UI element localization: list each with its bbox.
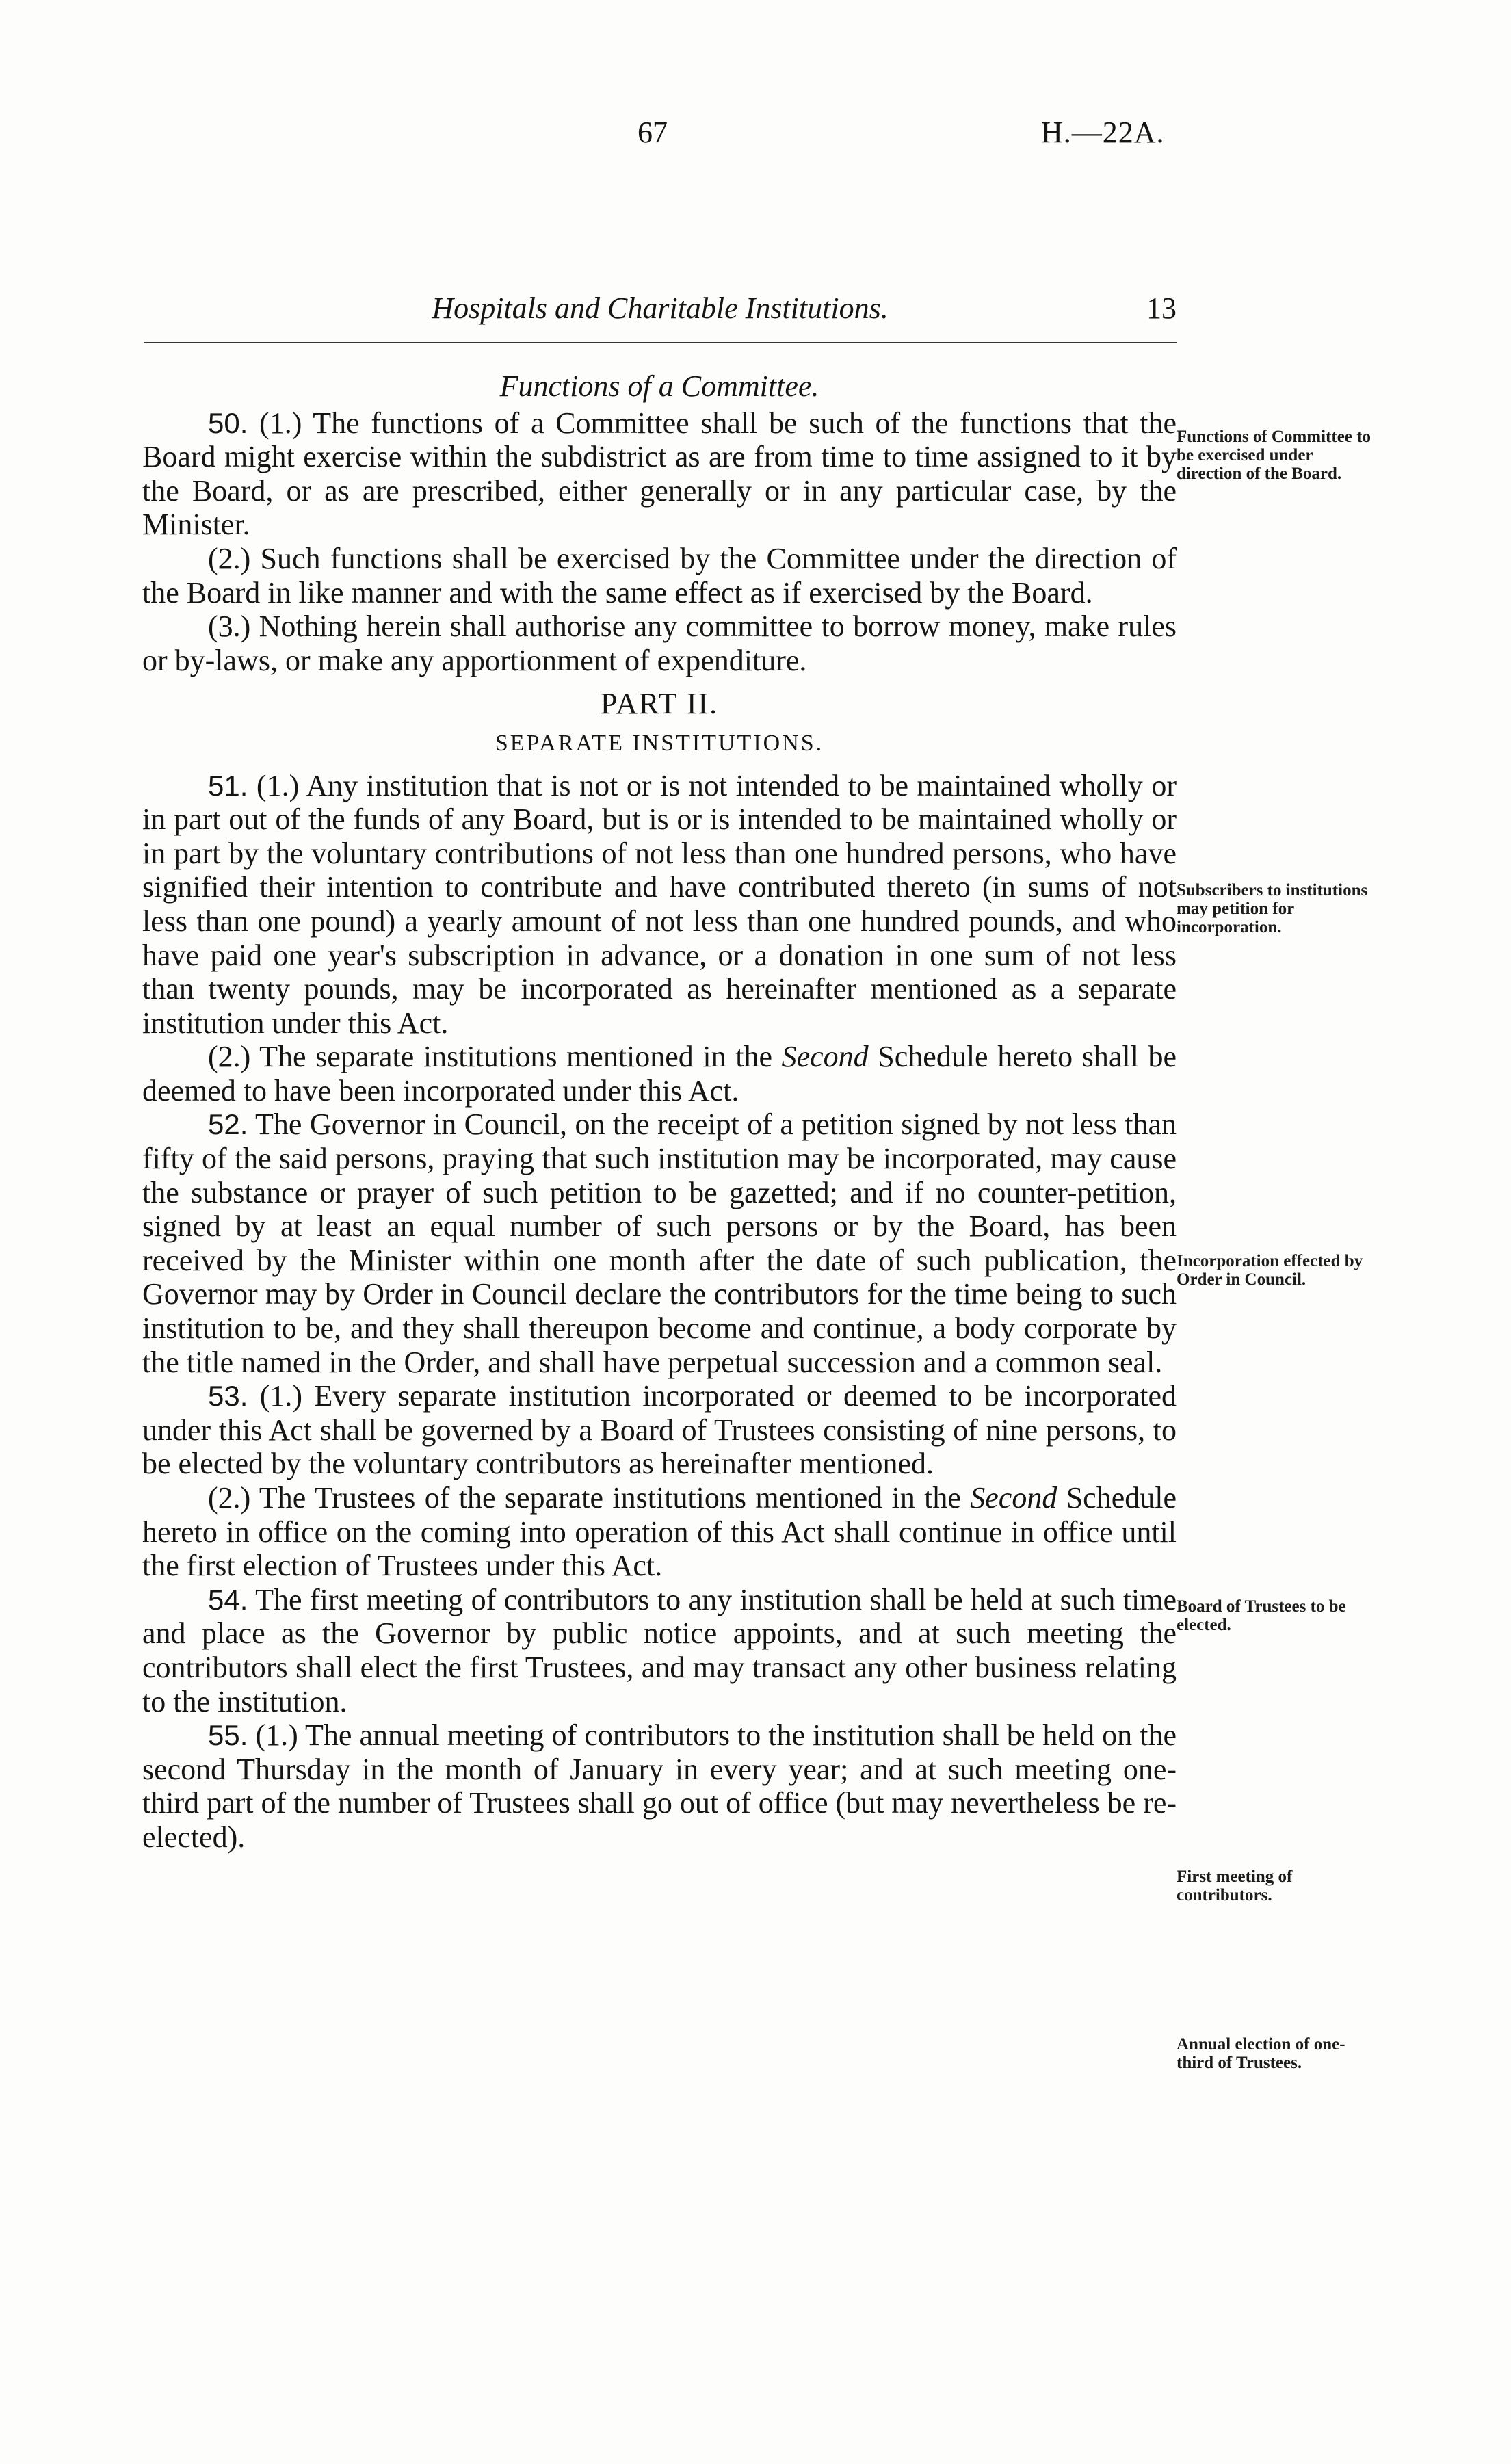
running-head-number: 13	[1146, 291, 1177, 325]
paragraph-55-1: 55. (1.) The annual meeting of contributors to the institution shall be held on the second Thursday in the month of January in every year; and at such meeting one-third part of the number of Trustees shall go out of office (but may nevertheless be re-elected).	[142, 1718, 1177, 1854]
section-number: 52.	[208, 1108, 248, 1141]
section-number: 51.	[208, 769, 248, 802]
margin-note: Incorporation effected by Order in Council.	[1177, 1252, 1363, 1289]
paragraph-50-1: 50. (1.) The functions of a Committee shall be such of the functions that the Board might exercise within the subdistrict as are from time to time assigned to it by the Board, or as are prescribed, either generally or in any particular case, by the Minister.	[142, 406, 1177, 542]
page-reference: H.—22A.	[1041, 116, 1165, 149]
margin-note: First meeting of contributors.	[1177, 1867, 1293, 1904]
paragraph-50-2: (2.) Such functions shall be exercised by the Committee under the direction of the Board in like manner and with the same effect as if exercised by the Board.	[142, 541, 1177, 610]
margin-note: Board of Trustees to be elected.	[1177, 1597, 1346, 1634]
margin-note: Functions of Committee to be exercised under direction of the Board.	[1177, 428, 1371, 483]
running-head-title: Hospitals and Charitable Institutions.	[432, 291, 889, 325]
margin-note: Subscribers to institutions may petition for incorporation.	[1177, 881, 1368, 936]
section-number: 54.	[208, 1583, 248, 1616]
paragraph-52: 52. The Governor in Council, on the receipt of a petition signed by not less than fifty of the said persons, praying that such institution may be incorporated, may cause the substance or prayer of such petition to be gazetted; and if no counter-petition, signed by at least an equal number of such persons or by the Board, has been received by the Minister within one month after the date of such publication, the Governor may by Order in Council declare the contributors for the time being to such institution to be, and they shall thereupon become and continue, a body corporate by the title named in the Order, and shall have perpetual succession and a common seal.	[142, 1108, 1177, 1379]
header-rule	[144, 342, 1177, 343]
part-heading: PART II.	[600, 687, 719, 721]
section-number: 53.	[208, 1380, 248, 1413]
paragraph-53-1: 53. (1.) Every separate institution incorporated or deemed to be incorporated under this Act shall be governed by a Board of Trustees consisting of nine persons, to be elected by the voluntary contributors as hereinafter mentioned.	[142, 1379, 1177, 1481]
section-number: 55.	[208, 1719, 248, 1752]
paragraph-51-2: (2.) The separate institutions mentioned in the Second Schedule hereto shall be deemed to have been incorporated under this Act.	[142, 1040, 1177, 1108]
section-number: 50.	[208, 406, 248, 439]
part-subheading: SEPARATE INSTITUTIONS.	[495, 730, 824, 756]
margin-note: Annual election of one-third of Trustees.	[1177, 2035, 1345, 2072]
document-body	[142, 369, 1177, 1854]
paragraph-51-1: 51. (1.) Any institution that is not or is not intended to be maintained wholly or in part out of the funds of any Board, but is or is intended to be maintained wholly or in part by the voluntary contributions of not less than one hundred persons, who have signified their intention to contribute and have contributed thereto (in sums of not less than one pound) a yearly amount of not less than one hundred pounds, and who have paid one year's subscription in advance, or a donation in one sum of not less than twenty pounds, may be incorporated as hereinafter mentioned as a separate institution under this Act.	[142, 768, 1177, 1040]
section-subhead: Functions of a Committee.	[499, 369, 819, 403]
paragraph-54: 54. The first meeting of contributors to any institution shall be held at such time and place as the Governor by public notice appoints, and at such meeting the contributors shall elect the first Trustees, and may transact any other business relating to the institution.	[142, 1582, 1177, 1718]
page-number: 67	[638, 116, 668, 149]
running-head	[144, 291, 1177, 326]
paragraph-50-3: (3.) Nothing herein shall authorise any committee to borrow money, make rules or by-laws, or make any apportionment of expenditure.	[142, 610, 1177, 677]
paragraph-53-2: (2.) The Trustees of the separate institutions mentioned in the Second Schedule hereto in office on the coming into operation of this Act shall continue in office until the first election of Trustees under this Act.	[142, 1481, 1177, 1583]
